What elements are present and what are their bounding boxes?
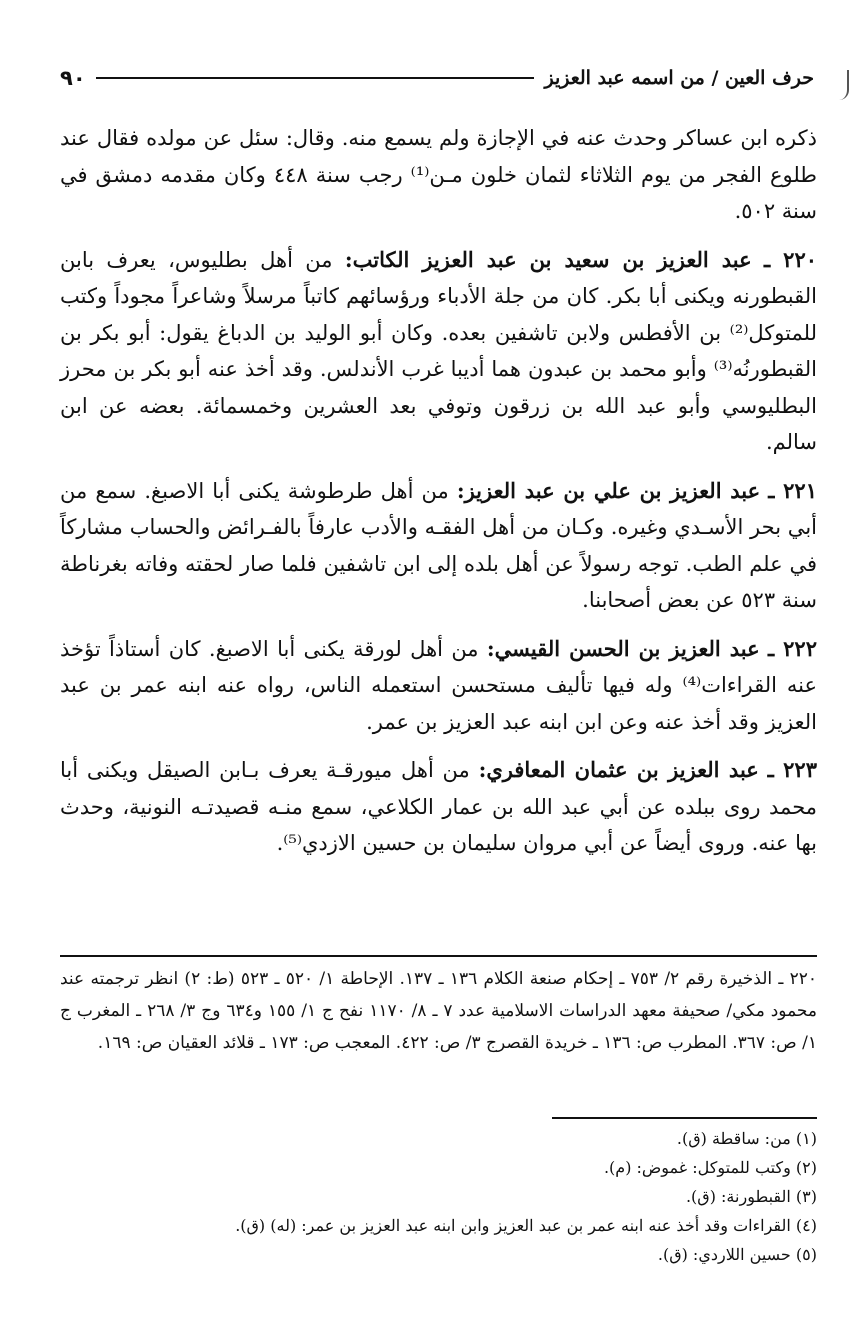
entry-number: ٢٢٠ ـ xyxy=(764,246,818,272)
entry-text: من أهل ميورقـة يعرف بـابن الصيقل ويكنى أبا محمد روى ببلده عن أبي عبد الله بن عمار الكلاعي، سمع منـه قصيدتـه النونية، وحدث بها عنه. وروى أيضاً عن أبي مروان سليمان بن حسين الازدي⁽⁵⁾. xyxy=(60,758,817,855)
footnote-3: (٣) القبطورنة: (ق). xyxy=(685,1187,817,1206)
entry-number: ٢٢٢ ـ xyxy=(768,635,817,661)
paragraph-continuation xyxy=(60,120,817,230)
entry-221 xyxy=(60,473,817,619)
entry-text: من أهل طرطوشة يكنى أبا الاصبغ. سمع من أبي بحر الأسـدي وغيره. وكـان من أهل الفقـه والأدب عارفاً بالفـرائض والحساب مشاركاً في علم الطب. توجه رسولاً عن أهل بلده إلى ابن تاشفين فلما صار لحقته وفاته بغرناطة سنة ٥٢٣ عن بعض أصحابنا. xyxy=(60,478,817,612)
page-number: ٩٠ xyxy=(60,66,86,90)
sources-text: ٢٢٠ ـ الذخيرة رقم ٢/ ٧٥٣ ـ إحكام صنعة الكلام ١٣٦ ـ ١٣٧. الإحاطة ١/ ٥٢٠ ـ ٥٢٣ (ط: ٢) انظر ترجمته عند محمود مكي/ صحيفة معهد الدراسات الاسلامية عدد ٧ ـ ٨/ ١١٧٠ نفح ج ١/ ١٥٥ و٦٣٤ وج ٣/ ٢٦٨ ـ المغرب ج ١/ ص: ٣٦٧. المطرب ص: ١٣٦ ـ خريدة القصرج ٣/ ص: ٤٢٢. المعجب ص: ١٧٣ ـ قلائد العقيان ص: ١٦٩. xyxy=(60,969,818,1053)
footnote-5: (٥) حسين اللاردي: (ق). xyxy=(657,1245,817,1264)
entry-text: من أهل بطليوس، يعرف بابن القبطورنه ويكنى أبا بكر. كان من جلة الأدباء ورؤسائهم كاتباً مرسلاً وشاعراً مجوداً وكتب للمتوكل⁽²⁾ بن الأفطس ولابن تاشفين بعده. وكان أبو الوليد بن الدباغ يقول: أبو بكر بن القبطورنُه⁽³⁾ وأبو محمد بن عبدون هما أديبا غرب الأندلس. وقد أخذ عنه أبو بكر بن محرز البطليوسي وأبو عبد الله بن زرقون وتوفي بعد العشرين وخمسمائة. بعضه عن ابن سالم. xyxy=(60,247,817,454)
running-title: حرف العين / من اسمه عبد العزيز xyxy=(544,67,814,89)
entry-220 xyxy=(60,242,817,461)
entry-number: ٢٢٣ ـ xyxy=(767,757,817,782)
footnote-1: (١) من: ساقطة (ق). xyxy=(676,1129,817,1148)
footnote-2: (٢) وكتب للمتوكل: غموض: (م). xyxy=(603,1158,817,1177)
footnotes-list xyxy=(60,1124,817,1269)
main-text xyxy=(60,120,817,874)
entry-223 xyxy=(60,752,817,862)
sources-rule xyxy=(60,955,817,957)
entry-name: عبد العزيز بن علي بن عبد العزيز: xyxy=(456,477,761,503)
entry-text: من أهل لورقة يكنى أبا الاصبغ. كان أستاذاً تؤخذ عنه القراءات⁽⁴⁾ وله فيها تأليف مستحسن استعمله الناس، رواه عنه ابنه عمر بن عبد العزيز وقد أخذ عنه وعن ابن ابنه عبد العزيز بن عمر. xyxy=(60,636,817,734)
entry-222 xyxy=(60,631,817,741)
footnote-4: (٤) القراءات وقد أخذ عنه ابنه عمر بن عبد العزيز وابن ابنه عبد العزيز بن عمر: (له) (ق). xyxy=(235,1216,817,1235)
entry-number: ٢٢١ ـ xyxy=(768,477,817,503)
page-edge-curl xyxy=(829,70,849,100)
footnotes-rule xyxy=(552,1117,817,1119)
sources-block xyxy=(60,963,817,1059)
entry-name: عبد العزيز بن سعيد بن عبد العزيز الكاتب: xyxy=(344,246,752,272)
entry-name: عبد العزيز بن الحسن القيسي: xyxy=(486,635,760,661)
entry-name: عبد العزيز بن عثمان المعافري: xyxy=(478,757,759,782)
running-header xyxy=(60,60,814,96)
header-rule xyxy=(96,77,535,79)
paragraph-text: ذكره ابن عساكر وحدث عنه في الإجازة ولم يسمع منه. وقال: سئل عن مولده فقال عند طلوع الفجر من يوم الثلاثاء لثمان خلون مـن⁽¹⁾ رجب سنة ٤٤٨ وكان مقدمه دمشق في سنة ٥٠٢. xyxy=(60,126,818,223)
